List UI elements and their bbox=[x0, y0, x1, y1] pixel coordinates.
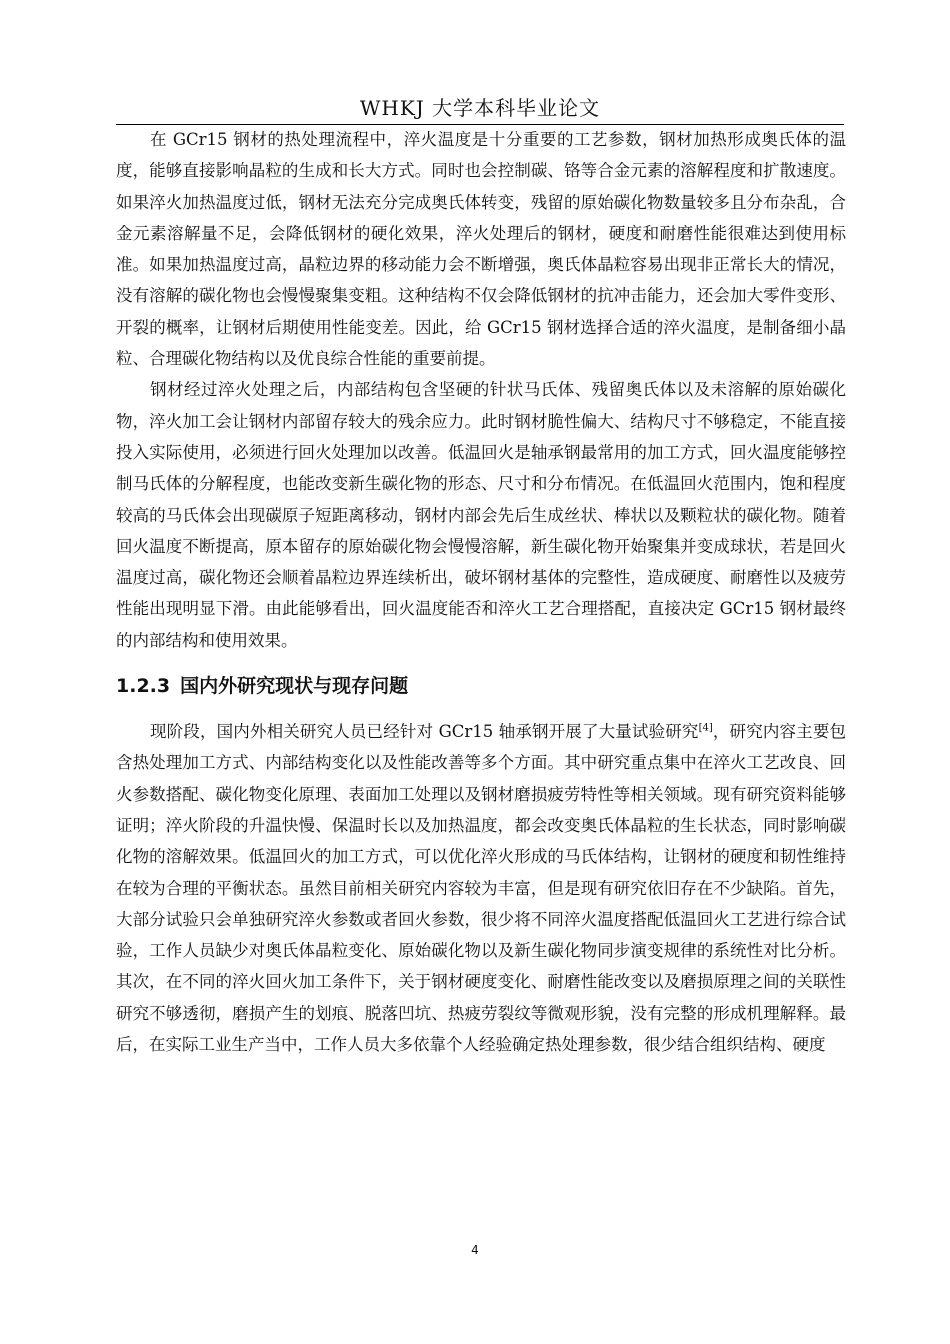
section-title: 国内外研究现状与现存问题 bbox=[180, 675, 409, 698]
page-number: 4 bbox=[471, 1243, 479, 1257]
citation-reference[interactable]: [4] bbox=[698, 722, 713, 734]
document-body bbox=[116, 124, 846, 1060]
body-paragraph-quenching: 在 GCr15 钢材的热处理流程中，淬火温度是十分重要的工艺参数，钢材加热形成奥氏体的温度，能够直接影响晶粒的生成和长大方式。同时也会控制碳、铬等合金元素的溶解程度和扩散速度。如果淬火加热温度过低，钢材无法充分完成奥氏体转变，残留的原始碳化物数量较多且分布杂乱，合金元素溶解量不足，会降低钢材的硬化效果，淬火处理后的钢材，硬度和耐磨性能很难达到使用标准。如果加热温度过高，晶粒边界的移动能力会不断增强，奥氏体晶粒容易出现非正常长大的情况，没有溶解的碳化物也会慢慢聚集变粗。这种结构不仅会降低钢材的抗冲击能力，还会加大零件变形、开裂的概率，让钢材后期使用性能变差。因此，给 GCr15 钢材选择合适的淬火温度，是制备细小晶粒、合理碳化物结构以及优良综合性能的重要前提。 bbox=[116, 130, 846, 369]
running-header: WHKJ 大学本科毕业论文 bbox=[359, 96, 601, 120]
paragraph-text-before-citation: 现阶段，国内外相关研究人员已经针对 GCr15 轴承钢开展了大量试验研究 bbox=[150, 722, 699, 742]
body-paragraph-tempering: 钢材经过淬火处理之后，内部结构包含坚硬的针状马氏体、残留奥氏体以及未溶解的原始碳化物，淬火加工会让钢材内部留存较大的残余应力。此时钢材脆性偏大、结构尺寸不够稳定，不能直接投入实际使用，必须进行回火处理加以改善。低温回火是轴承钢最常用的加工方式，回火温度能够控制马氏体的分解程度，也能改变新生碳化物的形态、尺寸和分布情况。在低温回火范围内，饱和程度较高的马氏体会出现碳原子短距离移动，钢材内部会先后生成丝状、棒状以及颗粒状的碳化物。随着回火温度不断提高，原本留存的原始碳化物会慢慢溶解，新生碳化物开始聚集并变成球状，若是回火温度过高，碳化物还会顺着晶粒边界连续析出，破坏钢材基体的完整性，造成硬度、耐磨性以及疲劳性能出现明显下滑。由此能够看出，回火温度能否和淬火工艺合理搭配，直接决定 GCr15 钢材最终的内部结构和使用效果。 bbox=[116, 380, 846, 650]
section-heading bbox=[116, 664, 846, 708]
paragraph-text-after-citation: ，研究内容主要包含热处理加工方式、内部结构变化以及性能改善等多个方面。其中研究重点集中在淬火工艺改良、回火参数搭配、碳化物变化原理、表面加工处理以及钢材磨损疲劳特性等相关领域。现有研究资料能够证明；淬火阶段的升温快慢、保温时长以及加热温度，都会改变奥氏体晶粒的生长状态，同时影响碳化物的溶解效果。低温回火的加工方式，可以优化淬火形成的马氏体结构，让钢材的硬度和韧性维持在较为合理的平衡状态。虽然目前相关研究内容较为丰富，但是现有研究依旧存在不少缺陷。首先，大部分试验只会单独研究淬火参数或者回火参数，很少将不同淬火温度搭配低温回火工艺进行综合试验，工作人员缺少对奥氏体晶粒变化、原始碳化物以及新生碳化物同步演变规律的系统性对比分析。其次，在不同的淬火回火加工条件下，关于钢材硬度变化、耐磨性能改变以及磨损原理之间的关联性研究不够透彻，磨损产生的划痕、脱落凹坑、热疲劳裂纹等微观形貌，没有完整的形成机理解释。最后，在实际工业生产当中，工作人员大多依靠个人经验确定热处理参数，很少结合组织结构、硬度 bbox=[116, 722, 846, 1055]
section-number: 1.2.3 bbox=[116, 675, 171, 698]
body-paragraph-research-status bbox=[116, 716, 846, 1060]
